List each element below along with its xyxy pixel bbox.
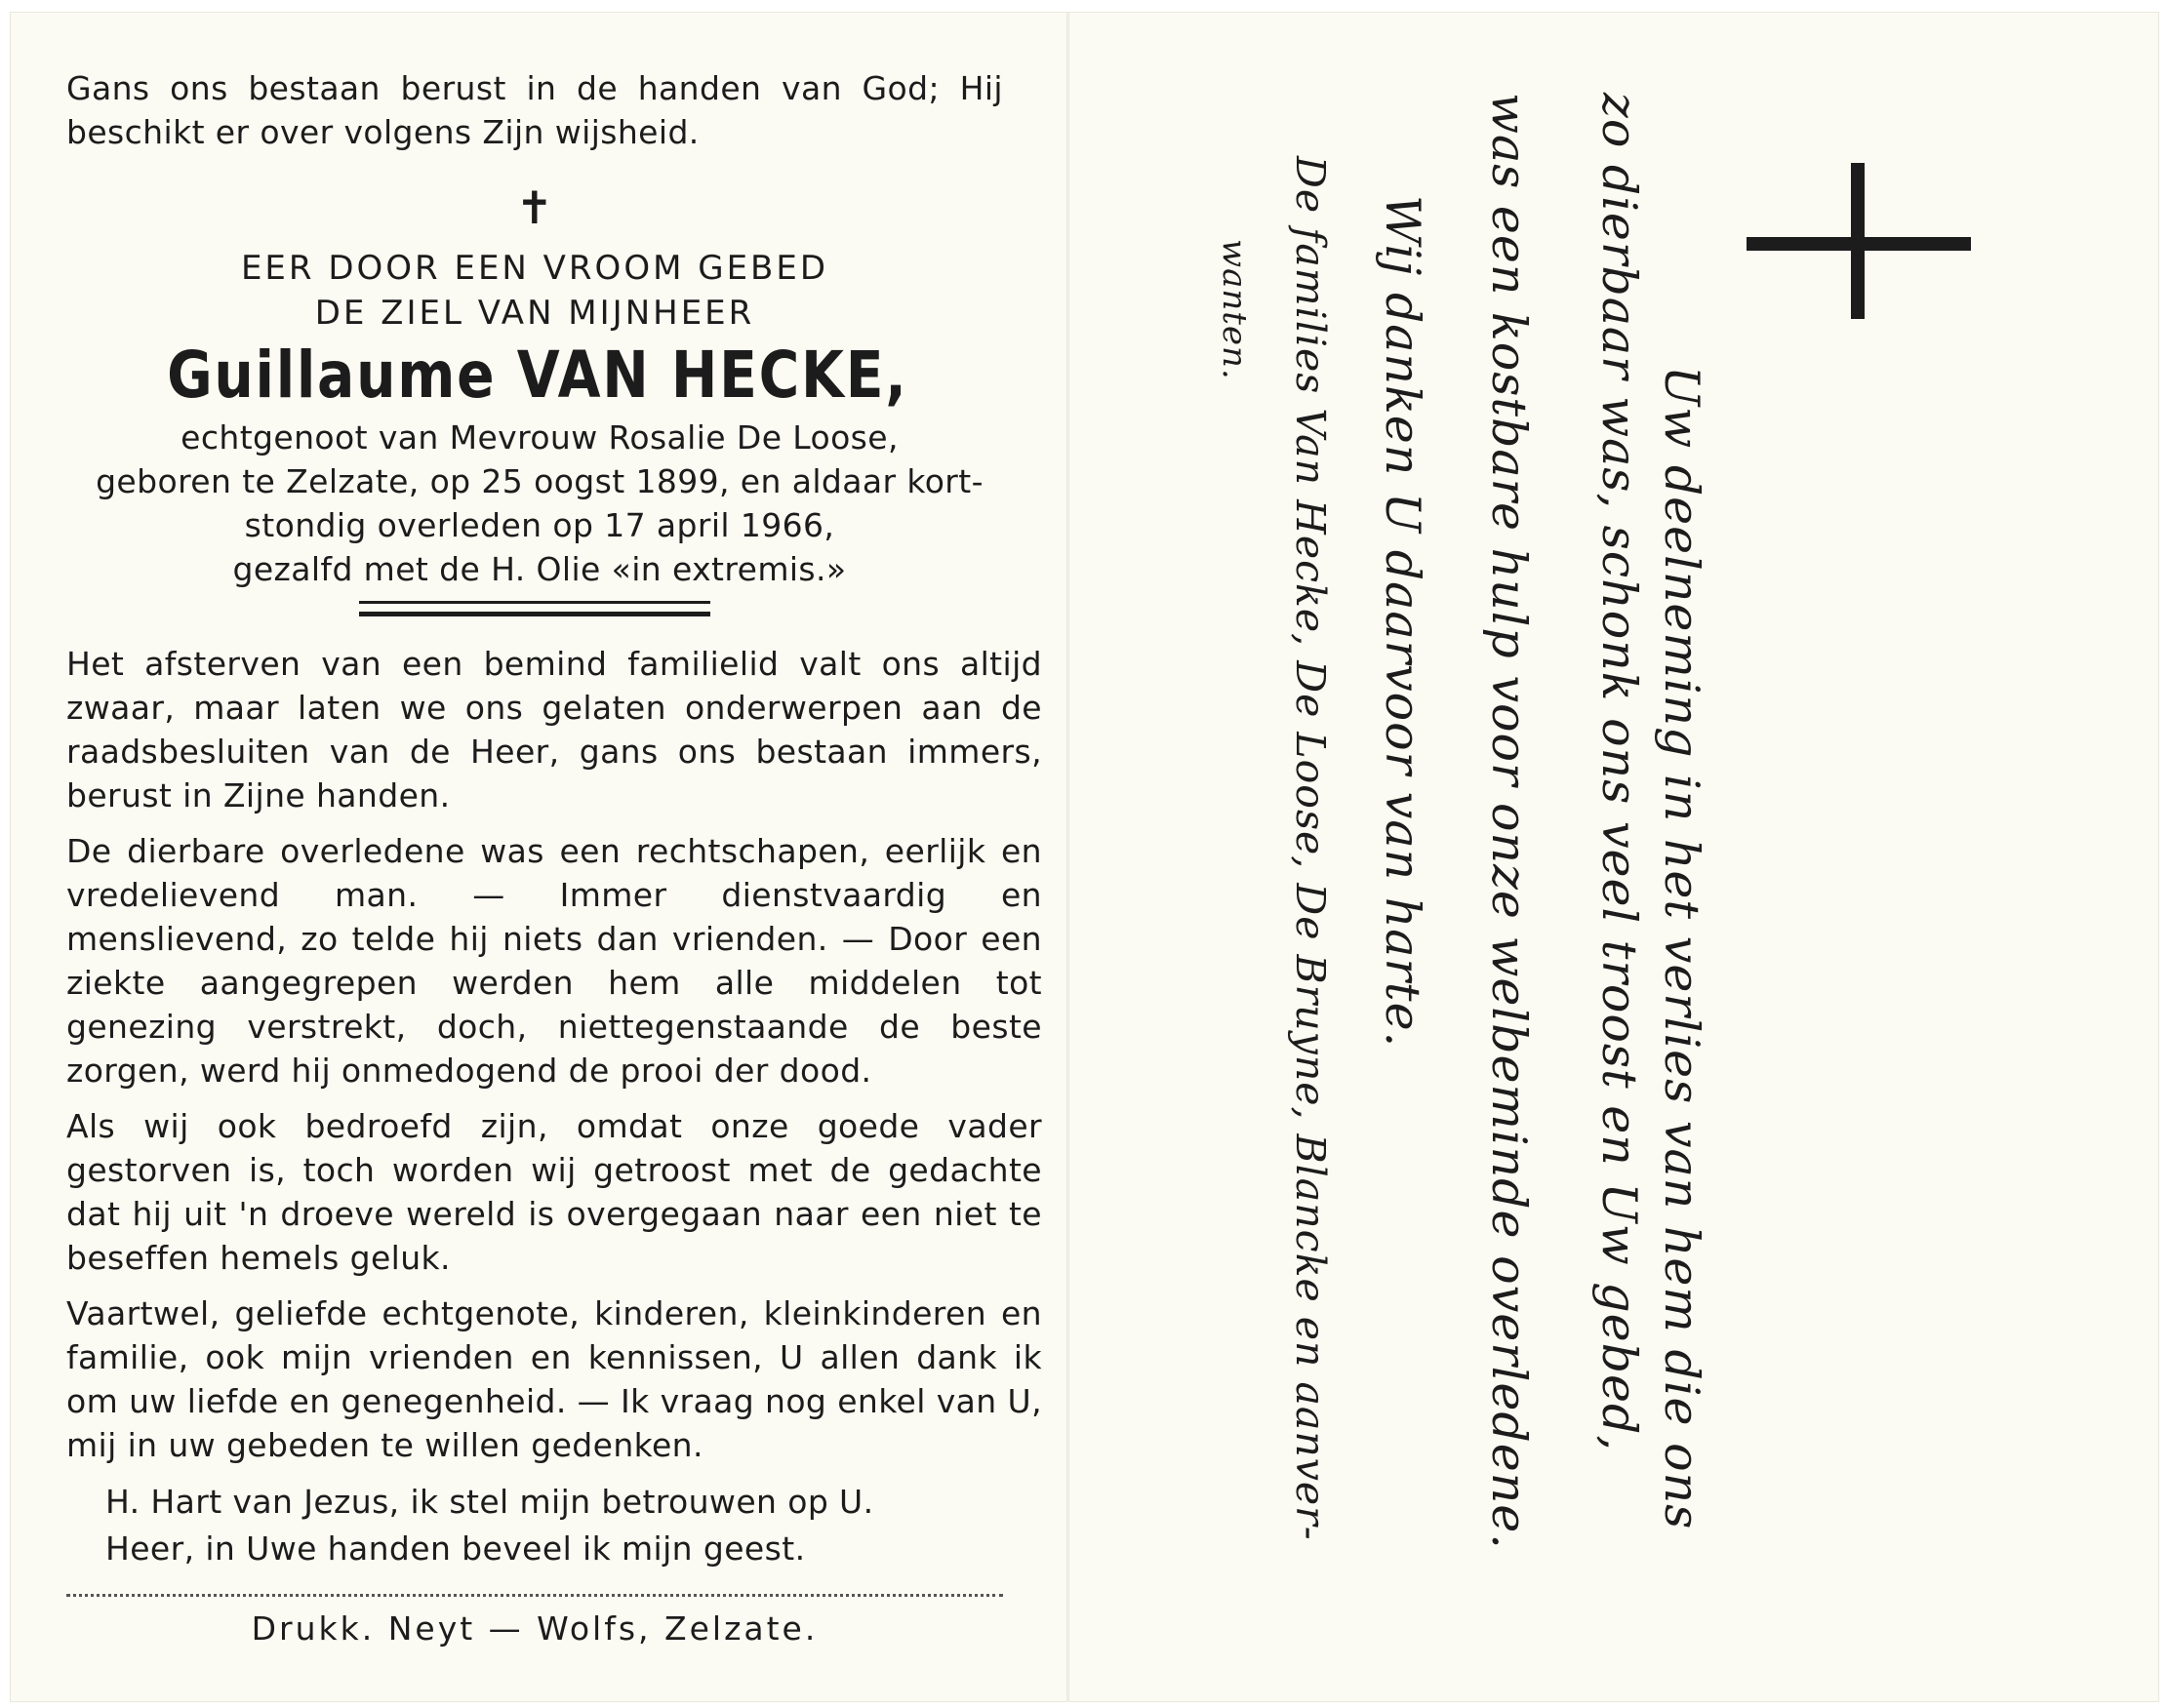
thanks-line-1: Uw deelneming in het verlies van hem die ons bbox=[1654, 366, 1709, 1530]
double-rule-divider bbox=[359, 601, 710, 616]
thanks-line-4: Wij danken U daarvoor van harte. bbox=[1375, 195, 1430, 1049]
paragraph-3: Als wij ook bedroefd zijn, omdat onze goede vader gestorven is, toch worden wij getroost met de gedachte dat hij uit 'n droeve wereld is overgegaan naar een niet te beseffen hemels geluk. bbox=[66, 1107, 1042, 1277]
cross-icon bbox=[1747, 163, 1971, 319]
intro-text: Gans ons bestaan berust in de handen van God; Hij beschikt er over volgens Zijn wijsheid. bbox=[66, 69, 1003, 151]
paragraph-1: Het afsterven van een bemind familielid valt ons altijd zwaar, maar laten we ons gelaten onderwerpen aan de raadsbesluiten van de Heer, gans ons bestaan immers, berust in Zijne handen. bbox=[66, 645, 1042, 814]
details-line4: gezalfd met de H. Olie «in extremis.» bbox=[232, 550, 847, 588]
prayer-request-line1: EER DOOR EEN VROOM GEBED bbox=[240, 249, 829, 288]
card-fold-line bbox=[1066, 12, 1069, 1702]
paragraph-4: Vaartwel, geliefde echtgenote, kinderen, kleinkinderen en familie, ook mijn vrienden en kennissen, U allen dank ik om uw liefde en genegenheid. — Ik vraag nog enkel van U, mij in uw gebeden te willen gedenken. bbox=[66, 1294, 1042, 1464]
paragraph-2: De dierbare overledene was een rechtschapen, eerlijk en vredelievend man. — Immer dienstvaardig en menslievend, zo telde hij niets dan vrienden. — Door een ziekte aangegrepen werden hem alle middelen tot genezing verstrekt, doch, niettegenstaande de beste zorgen, werd hij onmedogend de prooi der dood. bbox=[66, 832, 1042, 1090]
left-panel bbox=[66, 66, 1042, 1650]
details-line2: geboren te Zelzate, op 25 oogst 1899, en aldaar kort- bbox=[96, 462, 984, 500]
prayer-request-line2: DE ZIEL VAN MIJNHEER bbox=[314, 294, 755, 333]
thanks-line-3: was een kostbare hulp voor onze welbeminde overledene. bbox=[1481, 93, 1537, 1550]
families-line-1: De families Van Hecke, De Loose, De Bruyne, Blancke en aanver- bbox=[1287, 156, 1334, 1541]
deceased-name: Guillaume VAN HECKE, bbox=[167, 338, 908, 413]
details-line3: stondig overleden op 17 april 1966, bbox=[244, 506, 835, 544]
dotted-divider bbox=[66, 1594, 1003, 1597]
prayer-line1: H. Hart van Jezus, ik stel mijn betrouwen op U. bbox=[105, 1483, 874, 1521]
details-line1: echtgenoot van Mevrouw Rosalie De Loose, bbox=[181, 418, 899, 457]
families-line-2: wanten. bbox=[1215, 239, 1254, 380]
prayer-line2: Heer, in Uwe handen beveel ik mijn geest. bbox=[105, 1529, 806, 1568]
printer-credit: Drukk. Neyt — Wolfs, Zelzate. bbox=[251, 1609, 819, 1648]
thanks-line-2: zo dierbaar was, schonk ons veel troost en Uw gebed, bbox=[1591, 93, 1647, 1451]
small-cross-icon: ✝ bbox=[515, 181, 554, 234]
